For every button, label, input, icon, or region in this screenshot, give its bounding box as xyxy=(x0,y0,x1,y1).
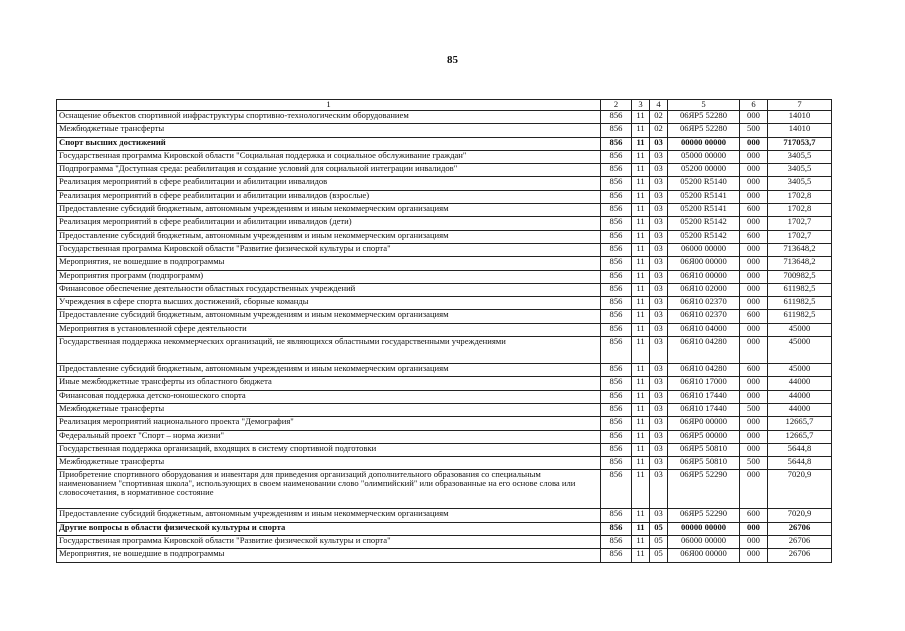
cell-target-article: 06Я00 00000 xyxy=(668,549,740,562)
cell-amount: 611982,5 xyxy=(768,297,832,310)
cell-subsection: 03 xyxy=(650,270,668,283)
cell-section: 11 xyxy=(632,549,650,562)
cell-amount: 14010 xyxy=(768,124,832,137)
cell-section: 11 xyxy=(632,283,650,296)
cell-admin-code: 856 xyxy=(601,204,632,217)
cell-target-article: 06Я10 04280 xyxy=(668,337,740,364)
cell-subsection: 03 xyxy=(650,323,668,336)
table-row xyxy=(57,190,832,203)
cell-expense-type: 000 xyxy=(740,470,768,509)
cell-section: 11 xyxy=(632,111,650,124)
cell-name: Предоставление субсидий бюджетным, автономным учреждениям и иным некоммерческим организациям xyxy=(57,509,601,522)
cell-expense-type: 000 xyxy=(740,390,768,403)
cell-subsection: 03 xyxy=(650,470,668,509)
table-row xyxy=(57,509,832,522)
table-row xyxy=(57,522,832,535)
table-row xyxy=(57,457,832,470)
cell-expense-type: 600 xyxy=(740,230,768,243)
table-row xyxy=(57,243,832,256)
cell-expense-type: 000 xyxy=(740,111,768,124)
cell-expense-type: 000 xyxy=(740,137,768,150)
cell-subsection: 03 xyxy=(650,150,668,163)
cell-admin-code: 856 xyxy=(601,243,632,256)
cell-admin-code: 856 xyxy=(601,390,632,403)
cell-name: Межбюджетные трансферты xyxy=(57,403,601,416)
cell-admin-code: 856 xyxy=(601,257,632,270)
cell-subsection: 02 xyxy=(650,111,668,124)
cell-section: 11 xyxy=(632,337,650,364)
cell-amount: 26706 xyxy=(768,549,832,562)
cell-section: 11 xyxy=(632,310,650,323)
cell-expense-type: 500 xyxy=(740,124,768,137)
cell-admin-code: 856 xyxy=(601,323,632,336)
cell-name: Предоставление субсидий бюджетным, автономным учреждениям и иным некоммерческим организациям xyxy=(57,204,601,217)
table-row xyxy=(57,111,832,124)
cell-amount: 1702,8 xyxy=(768,190,832,203)
cell-expense-type: 000 xyxy=(740,190,768,203)
cell-amount: 44000 xyxy=(768,377,832,390)
cell-subsection: 03 xyxy=(650,310,668,323)
cell-section: 11 xyxy=(632,509,650,522)
cell-expense-type: 500 xyxy=(740,457,768,470)
cell-name: Государственная программа Кировской области "Развитие физической культуры и спорта" xyxy=(57,536,601,549)
table-row xyxy=(57,310,832,323)
cell-section: 11 xyxy=(632,270,650,283)
cell-target-article: 00000 00000 xyxy=(668,522,740,535)
cell-target-article: 06Я10 02000 xyxy=(668,283,740,296)
cell-subsection: 03 xyxy=(650,417,668,430)
cell-section: 11 xyxy=(632,257,650,270)
cell-target-article: 06Я10 17440 xyxy=(668,403,740,416)
cell-admin-code: 856 xyxy=(601,217,632,230)
cell-admin-code: 856 xyxy=(601,522,632,535)
cell-admin-code: 856 xyxy=(601,164,632,177)
cell-name: Государственная программа Кировской области "Развитие физической культуры и спорта" xyxy=(57,243,601,256)
cell-target-article: 06ЯР5 50810 xyxy=(668,443,740,456)
table-row xyxy=(57,230,832,243)
cell-subsection: 02 xyxy=(650,124,668,137)
cell-target-article: 06ЯР5 52280 xyxy=(668,111,740,124)
table-row xyxy=(57,536,832,549)
cell-admin-code: 856 xyxy=(601,403,632,416)
table-row xyxy=(57,217,832,230)
cell-expense-type: 000 xyxy=(740,270,768,283)
column-header: 2 xyxy=(601,100,632,111)
table-row xyxy=(57,177,832,190)
cell-target-article: 06Я10 02370 xyxy=(668,310,740,323)
cell-target-article: 06Я10 04000 xyxy=(668,323,740,336)
cell-section: 11 xyxy=(632,364,650,377)
cell-admin-code: 856 xyxy=(601,190,632,203)
cell-target-article: 06000 00000 xyxy=(668,243,740,256)
cell-name: Мероприятия, не вошедшие в подпрограммы xyxy=(57,257,601,270)
cell-target-article: 06ЯР5 52280 xyxy=(668,124,740,137)
cell-section: 11 xyxy=(632,443,650,456)
cell-subsection: 03 xyxy=(650,390,668,403)
cell-section: 11 xyxy=(632,536,650,549)
cell-subsection: 03 xyxy=(650,217,668,230)
cell-amount: 45000 xyxy=(768,323,832,336)
cell-section: 11 xyxy=(632,377,650,390)
table-row xyxy=(57,137,832,150)
cell-amount: 700982,5 xyxy=(768,270,832,283)
cell-admin-code: 856 xyxy=(601,297,632,310)
cell-subsection: 05 xyxy=(650,522,668,535)
cell-admin-code: 856 xyxy=(601,111,632,124)
cell-amount: 5644,8 xyxy=(768,457,832,470)
table-row xyxy=(57,270,832,283)
cell-name: Межбюджетные трансферты xyxy=(57,457,601,470)
table-row xyxy=(57,204,832,217)
cell-subsection: 03 xyxy=(650,257,668,270)
table-row xyxy=(57,470,832,509)
cell-section: 11 xyxy=(632,522,650,535)
cell-expense-type: 000 xyxy=(740,297,768,310)
cell-subsection: 03 xyxy=(650,403,668,416)
cell-target-article: 06Я10 00000 xyxy=(668,270,740,283)
cell-subsection: 03 xyxy=(650,430,668,443)
cell-target-article: 06ЯР0 00000 xyxy=(668,417,740,430)
cell-name: Предоставление субсидий бюджетным, автономным учреждениям и иным некоммерческим организациям xyxy=(57,230,601,243)
cell-admin-code: 856 xyxy=(601,137,632,150)
cell-target-article: 05200 R5140 xyxy=(668,177,740,190)
page-number: 85 xyxy=(447,54,458,66)
cell-admin-code: 856 xyxy=(601,283,632,296)
column-header: 6 xyxy=(740,100,768,111)
cell-target-article: 06Я10 04280 xyxy=(668,364,740,377)
cell-subsection: 03 xyxy=(650,297,668,310)
cell-amount: 1702,7 xyxy=(768,217,832,230)
table-row xyxy=(57,297,832,310)
cell-section: 11 xyxy=(632,323,650,336)
cell-amount: 44000 xyxy=(768,403,832,416)
cell-amount: 717053,7 xyxy=(768,137,832,150)
table-row xyxy=(57,124,832,137)
cell-subsection: 03 xyxy=(650,377,668,390)
cell-amount: 3405,5 xyxy=(768,177,832,190)
cell-expense-type: 000 xyxy=(740,257,768,270)
cell-amount: 7020,9 xyxy=(768,470,832,509)
budget-table xyxy=(56,99,832,563)
column-header: 7 xyxy=(768,100,832,111)
cell-subsection: 03 xyxy=(650,177,668,190)
cell-admin-code: 856 xyxy=(601,337,632,364)
table-header-row xyxy=(57,100,832,111)
cell-amount: 26706 xyxy=(768,536,832,549)
cell-name: Финансовое обеспечение деятельности областных государственных учреждений xyxy=(57,283,601,296)
cell-expense-type: 000 xyxy=(740,549,768,562)
cell-expense-type: 600 xyxy=(740,364,768,377)
cell-target-article: 06Я10 02370 xyxy=(668,297,740,310)
cell-admin-code: 856 xyxy=(601,377,632,390)
cell-admin-code: 856 xyxy=(601,457,632,470)
cell-admin-code: 856 xyxy=(601,177,632,190)
cell-section: 11 xyxy=(632,177,650,190)
cell-admin-code: 856 xyxy=(601,549,632,562)
cell-amount: 7020,9 xyxy=(768,509,832,522)
cell-name: Межбюджетные трансферты xyxy=(57,124,601,137)
table-row xyxy=(57,257,832,270)
cell-expense-type: 000 xyxy=(740,283,768,296)
table-row xyxy=(57,337,832,364)
cell-target-article: 05200 R5141 xyxy=(668,190,740,203)
table-row xyxy=(57,403,832,416)
cell-admin-code: 856 xyxy=(601,536,632,549)
cell-name: Государственная программа Кировской области "Социальная поддержка и социальное обслуживание граждан" xyxy=(57,150,601,163)
cell-name: Реализация мероприятий в сфере реабилитации и абилитации инвалидов xyxy=(57,177,601,190)
cell-amount: 1702,7 xyxy=(768,230,832,243)
column-header: 1 xyxy=(57,100,601,111)
cell-expense-type: 000 xyxy=(740,177,768,190)
cell-target-article: 06ЯР5 52290 xyxy=(668,470,740,509)
cell-expense-type: 000 xyxy=(740,522,768,535)
cell-amount: 45000 xyxy=(768,364,832,377)
cell-name: Мероприятия программ (подпрограмм) xyxy=(57,270,601,283)
cell-amount: 26706 xyxy=(768,522,832,535)
cell-subsection: 03 xyxy=(650,164,668,177)
cell-expense-type: 000 xyxy=(740,164,768,177)
cell-name: Иные межбюджетные трансферты из областного бюджета xyxy=(57,377,601,390)
cell-expense-type: 500 xyxy=(740,403,768,416)
cell-expense-type: 000 xyxy=(740,337,768,364)
cell-name: Подпрограмма "Доступная среда: реабилитация и создание условий для социальной интеграции инвалидов" xyxy=(57,164,601,177)
cell-amount: 3405,5 xyxy=(768,150,832,163)
cell-section: 11 xyxy=(632,190,650,203)
table-row xyxy=(57,323,832,336)
cell-subsection: 03 xyxy=(650,190,668,203)
cell-expense-type: 000 xyxy=(740,536,768,549)
cell-admin-code: 856 xyxy=(601,150,632,163)
cell-admin-code: 856 xyxy=(601,270,632,283)
cell-subsection: 03 xyxy=(650,283,668,296)
cell-amount: 3405,5 xyxy=(768,164,832,177)
column-header: 3 xyxy=(632,100,650,111)
cell-name: Государственная поддержка организаций, входящих в систему спортивной подготовки xyxy=(57,443,601,456)
cell-target-article: 05200 R5142 xyxy=(668,217,740,230)
cell-subsection: 03 xyxy=(650,137,668,150)
cell-admin-code: 856 xyxy=(601,230,632,243)
cell-admin-code: 856 xyxy=(601,417,632,430)
cell-name: Предоставление субсидий бюджетным, автономным учреждениям и иным некоммерческим организациям xyxy=(57,364,601,377)
cell-target-article: 05200 R5142 xyxy=(668,230,740,243)
cell-name: Мероприятия в установленной сфере деятельности xyxy=(57,323,601,336)
cell-section: 11 xyxy=(632,204,650,217)
table-row xyxy=(57,150,832,163)
cell-section: 11 xyxy=(632,390,650,403)
cell-name: Реализация мероприятий в сфере реабилитации и абилитации инвалидов (дети) xyxy=(57,217,601,230)
cell-admin-code: 856 xyxy=(601,470,632,509)
cell-section: 11 xyxy=(632,124,650,137)
cell-amount: 713648,2 xyxy=(768,243,832,256)
cell-amount: 611982,5 xyxy=(768,310,832,323)
cell-amount: 44000 xyxy=(768,390,832,403)
cell-expense-type: 000 xyxy=(740,243,768,256)
table-row xyxy=(57,364,832,377)
cell-amount: 611982,5 xyxy=(768,283,832,296)
cell-subsection: 03 xyxy=(650,457,668,470)
cell-name: Спорт высших достижений xyxy=(57,137,601,150)
cell-name: Мероприятия, не вошедшие в подпрограммы xyxy=(57,549,601,562)
cell-target-article: 06Я10 17000 xyxy=(668,377,740,390)
cell-subsection: 03 xyxy=(650,509,668,522)
cell-name: Реализация мероприятий в сфере реабилитации и абилитации инвалидов (взрослые) xyxy=(57,190,601,203)
cell-expense-type: 000 xyxy=(740,417,768,430)
column-header: 4 xyxy=(650,100,668,111)
cell-target-article: 00000 00000 xyxy=(668,137,740,150)
cell-expense-type: 000 xyxy=(740,443,768,456)
cell-expense-type: 000 xyxy=(740,150,768,163)
cell-section: 11 xyxy=(632,137,650,150)
table-body xyxy=(57,111,832,563)
cell-subsection: 05 xyxy=(650,536,668,549)
cell-section: 11 xyxy=(632,470,650,509)
table-row xyxy=(57,164,832,177)
cell-subsection: 03 xyxy=(650,230,668,243)
cell-amount: 45000 xyxy=(768,337,832,364)
column-header: 5 xyxy=(668,100,740,111)
cell-amount: 1702,8 xyxy=(768,204,832,217)
cell-target-article: 05200 R5141 xyxy=(668,204,740,217)
cell-admin-code: 856 xyxy=(601,310,632,323)
cell-name: Приобретение спортивного оборудования и инвентаря для приведения организаций дополнительного образования со специальным наименованием "спортивная школа", использующих в своем наименовании слово "олимпийский" или образованные на его основе слова или словосочетания, в нормативное состояние xyxy=(57,470,601,509)
table-row xyxy=(57,377,832,390)
cell-subsection: 03 xyxy=(650,243,668,256)
cell-subsection: 05 xyxy=(650,549,668,562)
cell-section: 11 xyxy=(632,217,650,230)
cell-section: 11 xyxy=(632,297,650,310)
cell-target-article: 05000 00000 xyxy=(668,150,740,163)
cell-subsection: 03 xyxy=(650,204,668,217)
cell-amount: 14010 xyxy=(768,111,832,124)
table-row xyxy=(57,390,832,403)
cell-name: Другие вопросы в области физической культуры и спорта xyxy=(57,522,601,535)
cell-expense-type: 600 xyxy=(740,310,768,323)
cell-section: 11 xyxy=(632,164,650,177)
cell-section: 11 xyxy=(632,230,650,243)
table-row xyxy=(57,443,832,456)
table-row xyxy=(57,430,832,443)
cell-name: Государственная поддержка некоммерческих организаций, не являющихся областными государственными учреждениями xyxy=(57,337,601,364)
table-row xyxy=(57,549,832,562)
cell-admin-code: 856 xyxy=(601,124,632,137)
cell-expense-type: 600 xyxy=(740,204,768,217)
cell-target-article: 05200 00000 xyxy=(668,164,740,177)
cell-expense-type: 000 xyxy=(740,430,768,443)
cell-name: Федеральный проект "Спорт – норма жизни" xyxy=(57,430,601,443)
cell-admin-code: 856 xyxy=(601,430,632,443)
cell-section: 11 xyxy=(632,150,650,163)
cell-subsection: 03 xyxy=(650,337,668,364)
cell-amount: 12665,7 xyxy=(768,430,832,443)
cell-name: Учреждения в сфере спорта высших достижений, сборные команды xyxy=(57,297,601,310)
table-row xyxy=(57,283,832,296)
cell-amount: 5644,8 xyxy=(768,443,832,456)
cell-section: 11 xyxy=(632,243,650,256)
cell-name: Реализация мероприятий национального проекта "Демография" xyxy=(57,417,601,430)
cell-admin-code: 856 xyxy=(601,509,632,522)
cell-target-article: 06ЯР5 50810 xyxy=(668,457,740,470)
cell-amount: 713648,2 xyxy=(768,257,832,270)
cell-expense-type: 000 xyxy=(740,217,768,230)
cell-target-article: 06ЯР5 00000 xyxy=(668,430,740,443)
cell-name: Финансовая поддержка детско-юношеского спорта xyxy=(57,390,601,403)
cell-name: Оснащение объектов спортивной инфраструктуры спортивно-технологическим оборудованием xyxy=(57,111,601,124)
cell-amount: 12665,7 xyxy=(768,417,832,430)
cell-target-article: 06ЯР5 52290 xyxy=(668,509,740,522)
cell-section: 11 xyxy=(632,417,650,430)
cell-target-article: 06Я00 00000 xyxy=(668,257,740,270)
cell-section: 11 xyxy=(632,457,650,470)
cell-section: 11 xyxy=(632,430,650,443)
cell-subsection: 03 xyxy=(650,364,668,377)
table-row xyxy=(57,417,832,430)
cell-admin-code: 856 xyxy=(601,364,632,377)
cell-target-article: 06Я10 17440 xyxy=(668,390,740,403)
cell-subsection: 03 xyxy=(650,443,668,456)
cell-section: 11 xyxy=(632,403,650,416)
cell-expense-type: 600 xyxy=(740,509,768,522)
cell-expense-type: 000 xyxy=(740,323,768,336)
cell-expense-type: 000 xyxy=(740,377,768,390)
cell-admin-code: 856 xyxy=(601,443,632,456)
cell-target-article: 06000 00000 xyxy=(668,536,740,549)
cell-name: Предоставление субсидий бюджетным, автономным учреждениям и иным некоммерческим организациям xyxy=(57,310,601,323)
